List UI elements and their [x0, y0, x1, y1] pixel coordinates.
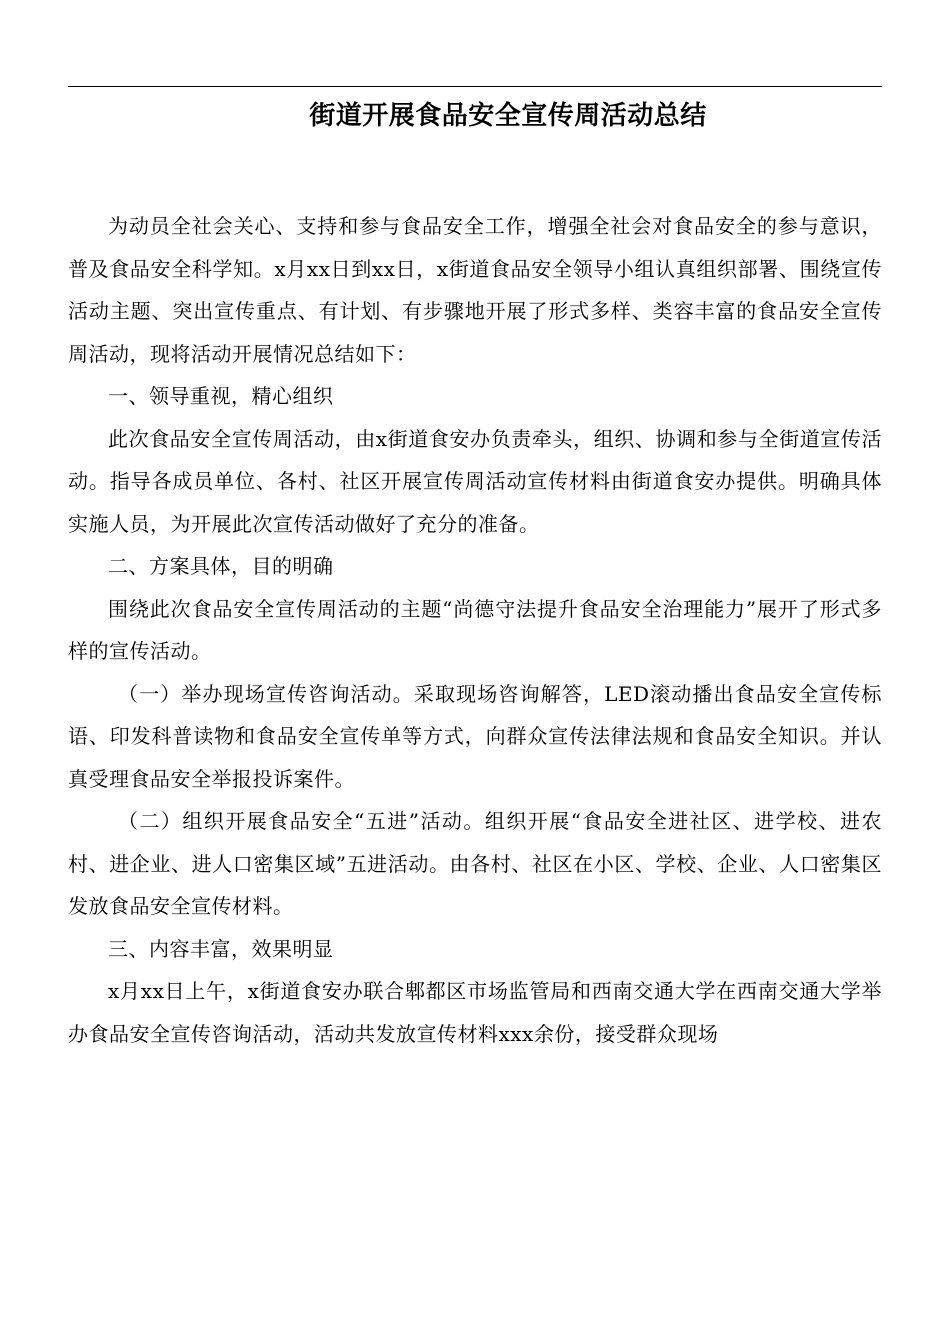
document-body [68, 205, 882, 1055]
paragraph-subsection-1: （一）举办现场宣传咨询活动。采取现场咨询解答，LED滚动播出食品安全宣传标语、印发科普读物和食品安全宣传单等方式，向群众宣传法律法规和食品安全知识。并认真受理食品安全举报投诉案件。 [68, 681, 882, 791]
paragraph-section-2: 围绕此次食品安全宣传周活动的主题“尚德守法提升食品安全治理能力”展开了形式多样的宣传活动。 [68, 596, 882, 663]
paragraph-intro: 为动员全社会关心、支持和参与食品安全工作，增强全社会对食品安全的参与意识，普及食品安全科学知。x月xx日到xx日，x街道食品安全领导小组认真组织部署、围绕宣传活动主题、突出宣传重点、有计划、有步骤地开展了形式多样、类容丰富的食品安全宣传周活动，现将活动开展情况总结如下： [68, 214, 882, 366]
paragraph-section-3: x月xx日上午，x街道食安办联合郫都区市场监管局和西南交通大学在西南交通大学举办食品安全宣传咨询活动，活动共发放宣传材料xxx余份，接受群众现场 [68, 979, 882, 1046]
paragraph-subsection-2: （二）组织开展食品安全“五进”活动。组织开展“食品安全进社区、进学校、进农村、进企业、进人口密集区域”五进活动。由各村、社区在小区、学校、企业、人口密集区发放食品安全宣传材料。 [68, 809, 882, 918]
section-heading-3: 三、内容丰富，效果明显 [108, 936, 334, 961]
section-heading-1: 一、领导重视，精心组织 [108, 384, 334, 408]
paragraph-section-1: 此次食品安全宣传周活动，由x街道食安办负责牵头，组织、协调和参与全街道宣传活动。指导各成员单位、各村、社区开展宣传周活动宣传材料由街道食安办提供。明确具体实施人员，为开展此次宣传活动做好了充分的准备。 [68, 426, 882, 536]
document-title: 街道开展食品安全宣传周活动总结 [309, 101, 707, 131]
header-rule [68, 86, 882, 87]
section-heading-2: 二、方案具体，目的明确 [108, 554, 334, 578]
